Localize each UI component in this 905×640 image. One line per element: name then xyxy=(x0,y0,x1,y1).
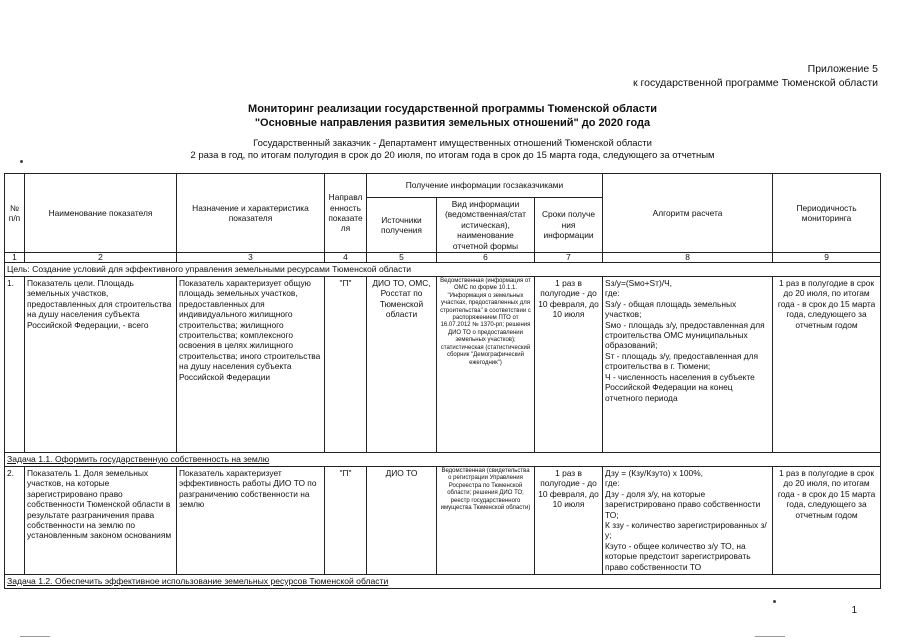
indicator-purpose: Показатель характеризует эффективность работы ДИО ТО по разграничению собственности на землю xyxy=(177,467,325,575)
header-purpose: Назначение и характеристика показателя xyxy=(177,174,325,253)
algorithm-line: где: xyxy=(605,288,620,299)
task-row xyxy=(5,453,881,467)
calc-algorithm xyxy=(603,277,773,453)
scan-artifact xyxy=(20,636,50,637)
document-title xyxy=(0,102,905,130)
algorithm-line: Ч - численность населения в субъекте Российской Федерации на конец отчетного периода xyxy=(605,371,755,403)
subtitle-customer: Государственный заказчик - Департамент имущественных отношений Тюменской области xyxy=(253,138,652,149)
header-periodicity: Периодичность мониторинга xyxy=(773,174,881,253)
info-type: Ведомственная (свидетельства о регистрации Управления Росреестра по Тюменской области; решения ДИО ТО; реестр государственного имущества Тюменской области) xyxy=(437,467,535,575)
goal-text: Цель: Создание условий для эффективного управления земельными ресурсами Тюменской области xyxy=(5,263,881,277)
appendix-header xyxy=(633,62,878,90)
algorithm-line: Sт - площадь з/у, предоставленная для строительства в г. Тюмени; xyxy=(605,350,759,372)
header-algorithm: Алгоритм расчета xyxy=(603,174,773,253)
monitoring-periodicity: 1 раз в полугодие в срок до 20 июля, по итогам года - в срок до 15 марта года, следующего за отчетным годом xyxy=(773,277,881,453)
info-type: Ведомственная (информация от ОМС по форме 10.1.1. "Информация о земельных участках, предоставленных для строительства" в соответствии с распоряжением ПТО от 16.07.2012 № 1370-рп; решения ДИО ТО о предоставлении земельных участков); статистическая (статистический сборник "Демографический ежегодник") xyxy=(437,277,535,453)
task-text: Задача 1.2. Обеспечить эффективное использование земельных ресурсов Тюменской области xyxy=(5,575,881,589)
algorithm-line: Sз/у=(Sмо+Sт)/Ч, xyxy=(605,278,672,289)
indicator-direction: "П" xyxy=(325,467,367,575)
algorithm-line: К ззу - количество зарегистрированных з/у; xyxy=(605,520,767,541)
scan-speck xyxy=(20,160,23,163)
header-name: Наименование показателя xyxy=(25,174,177,253)
header-no: № п/п xyxy=(5,174,25,253)
document-subtitle xyxy=(0,138,905,162)
scan-speck xyxy=(773,600,776,603)
table-row xyxy=(5,277,881,453)
row-no: 1. xyxy=(5,277,25,453)
algorithm-line: Дзу - доля з/у, на которые зарегистрировано право собственности ТО; xyxy=(605,488,761,520)
monitoring-table xyxy=(4,173,881,589)
appendix-program-ref: к государственной программе Тюменской области xyxy=(633,77,878,89)
subtitle-schedule: 2 раза в год, по итогам полугодия в срок до 20 июля, по итогам года в срок до 15 марта года, следующего за отчетным xyxy=(190,150,715,161)
title-line-2: "Основные направления развития земельных отношений" до 2020 года xyxy=(254,117,651,129)
header-deadlines: Сроки получе ния информации xyxy=(535,198,603,253)
col-num: 1 xyxy=(5,253,25,263)
algorithm-line: Sмо - площадь з/у, предоставленная для строительства ОМС муниципальных образований; xyxy=(605,319,765,351)
indicator-name: Показатель 1. Доля земельных участков, на которые зарегистрировано право собственности Тюменской области в результате разграничения права собственности на землю по установленным законом основаниям xyxy=(25,467,177,575)
algorithm-line: где: xyxy=(605,478,620,489)
header-info-type: Вид информации (ведомственная/стат истическая), наименование отчетной формы xyxy=(437,198,535,253)
task-text: Задача 1.1. Оформить государственную собственность на землю xyxy=(5,453,881,467)
col-num: 3 xyxy=(177,253,325,263)
info-deadlines: 1 раз в полугодие - до 10 февраля, до 10 июля xyxy=(535,467,603,575)
monitoring-periodicity: 1 раз в полугодие в срок до 20 июля, по итогам года - в срок до 15 марта года, следующего за отчетным годом xyxy=(773,467,881,575)
indicator-purpose: Показатель характеризует общую площадь земельных участков, предоставленных для индивидуального жилищного строительства; жилищного строительства; комплексного освоения в целях жилищного строительства; иного строительства на душу населения субъекта Российской Федерации xyxy=(177,277,325,453)
page-number: 1 xyxy=(851,605,857,616)
header-direction: Направл енность показате ля xyxy=(325,174,367,253)
info-sources: ДИО ТО xyxy=(367,467,437,575)
info-sources: ДИО ТО, ОМС, Росстат по Тюменской области xyxy=(367,277,437,453)
goal-row xyxy=(5,263,881,277)
algorithm-line: Sз/у - общая площадь земельных участков; xyxy=(605,298,737,320)
col-num: 6 xyxy=(437,253,535,263)
table-row xyxy=(5,467,881,575)
header-info-group: Получение информации госзаказчиками xyxy=(367,174,603,198)
scan-artifact xyxy=(755,636,785,637)
title-line-1: Мониторинг реализации государственной программы Тюменской области xyxy=(248,103,657,115)
algorithm-line: Кзуто - общее количество з/у ТО, на которые предстоит зарегистрировать право собственности ТО xyxy=(605,540,751,572)
indicator-direction: "П" xyxy=(325,277,367,453)
appendix-label: Приложение 5 xyxy=(807,63,878,75)
calc-algorithm xyxy=(603,467,773,575)
task-row xyxy=(5,575,881,589)
info-deadlines: 1 раз в полугодие - до 10 февраля, до 10 июля xyxy=(535,277,603,453)
algorithm-line: Дзу = (Кзу/Кзуто) х 100%, xyxy=(605,468,703,479)
col-num: 4 xyxy=(325,253,367,263)
col-num: 2 xyxy=(25,253,177,263)
col-num: 8 xyxy=(603,253,773,263)
col-num: 9 xyxy=(773,253,881,263)
col-num: 7 xyxy=(535,253,603,263)
indicator-name: Показатель цели. Площадь земельных участков, предоставленных для строительства на душу населения субъекта Российской Федерации, - всего xyxy=(25,277,177,453)
row-no: 2. xyxy=(5,467,25,575)
col-num: 5 xyxy=(367,253,437,263)
header-sources: Источники получения xyxy=(367,198,437,253)
column-number-row xyxy=(5,253,881,263)
